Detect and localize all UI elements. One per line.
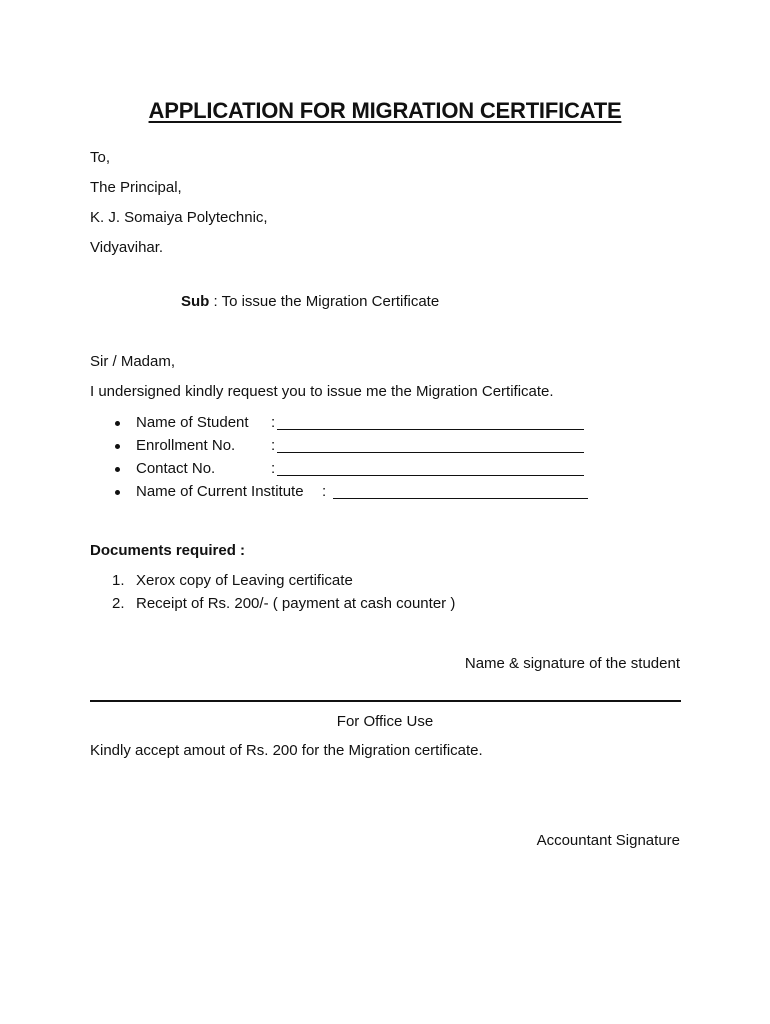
- enrollment-no-blank[interactable]: [277, 452, 584, 453]
- contact-no-blank[interactable]: [277, 475, 584, 476]
- document-number: 2.: [112, 595, 125, 612]
- page-title: APPLICATION FOR MIGRATION CERTIFICATE: [148, 98, 622, 123]
- subject-text: : To issue the Migration Certificate: [209, 293, 440, 310]
- bullet-icon: [115, 444, 120, 449]
- field-label: Enrollment No.: [136, 437, 236, 454]
- request-text: I undersigned kindly request you to issue me the Migration Certificate.: [90, 383, 554, 400]
- field-label: Name of Student: [136, 414, 249, 431]
- current-institute-blank[interactable]: [333, 498, 588, 499]
- student-signature-label: Name & signature of the student: [464, 655, 680, 672]
- salutation: Sir / Madam,: [90, 353, 176, 370]
- office-use-heading: For Office Use: [336, 713, 434, 730]
- field-separator: :: [271, 414, 276, 431]
- bullet-icon: [115, 421, 120, 426]
- office-note: Kindly accept amout of Rs. 200 for the Migration certificate.: [90, 742, 483, 759]
- student-name-blank[interactable]: [277, 429, 584, 430]
- field-label: Contact No.: [136, 460, 216, 477]
- subject-label: Sub: [181, 293, 210, 310]
- address-to: To,: [90, 149, 111, 166]
- document-text: Xerox copy of Leaving certificate: [136, 572, 353, 589]
- bullet-icon: [115, 467, 120, 472]
- bullet-icon: [115, 490, 120, 495]
- subject-line: [181, 293, 439, 311]
- address-recipient: The Principal,: [90, 179, 182, 196]
- field-label: Name of Current Institute: [136, 483, 304, 500]
- field-separator: :: [271, 460, 276, 477]
- field-separator: :: [322, 483, 327, 500]
- address-place: Vidyavihar.: [90, 239, 164, 256]
- accountant-signature-label: Accountant Signature: [536, 832, 680, 849]
- field-separator: :: [271, 437, 276, 454]
- address-institute: K. J. Somaiya Polytechnic,: [90, 209, 268, 226]
- document-text: Receipt of Rs. 200/- ( payment at cash counter ): [136, 595, 456, 612]
- document-number: 1.: [112, 572, 125, 589]
- section-divider: [90, 700, 681, 702]
- documents-heading: Documents required :: [90, 542, 246, 559]
